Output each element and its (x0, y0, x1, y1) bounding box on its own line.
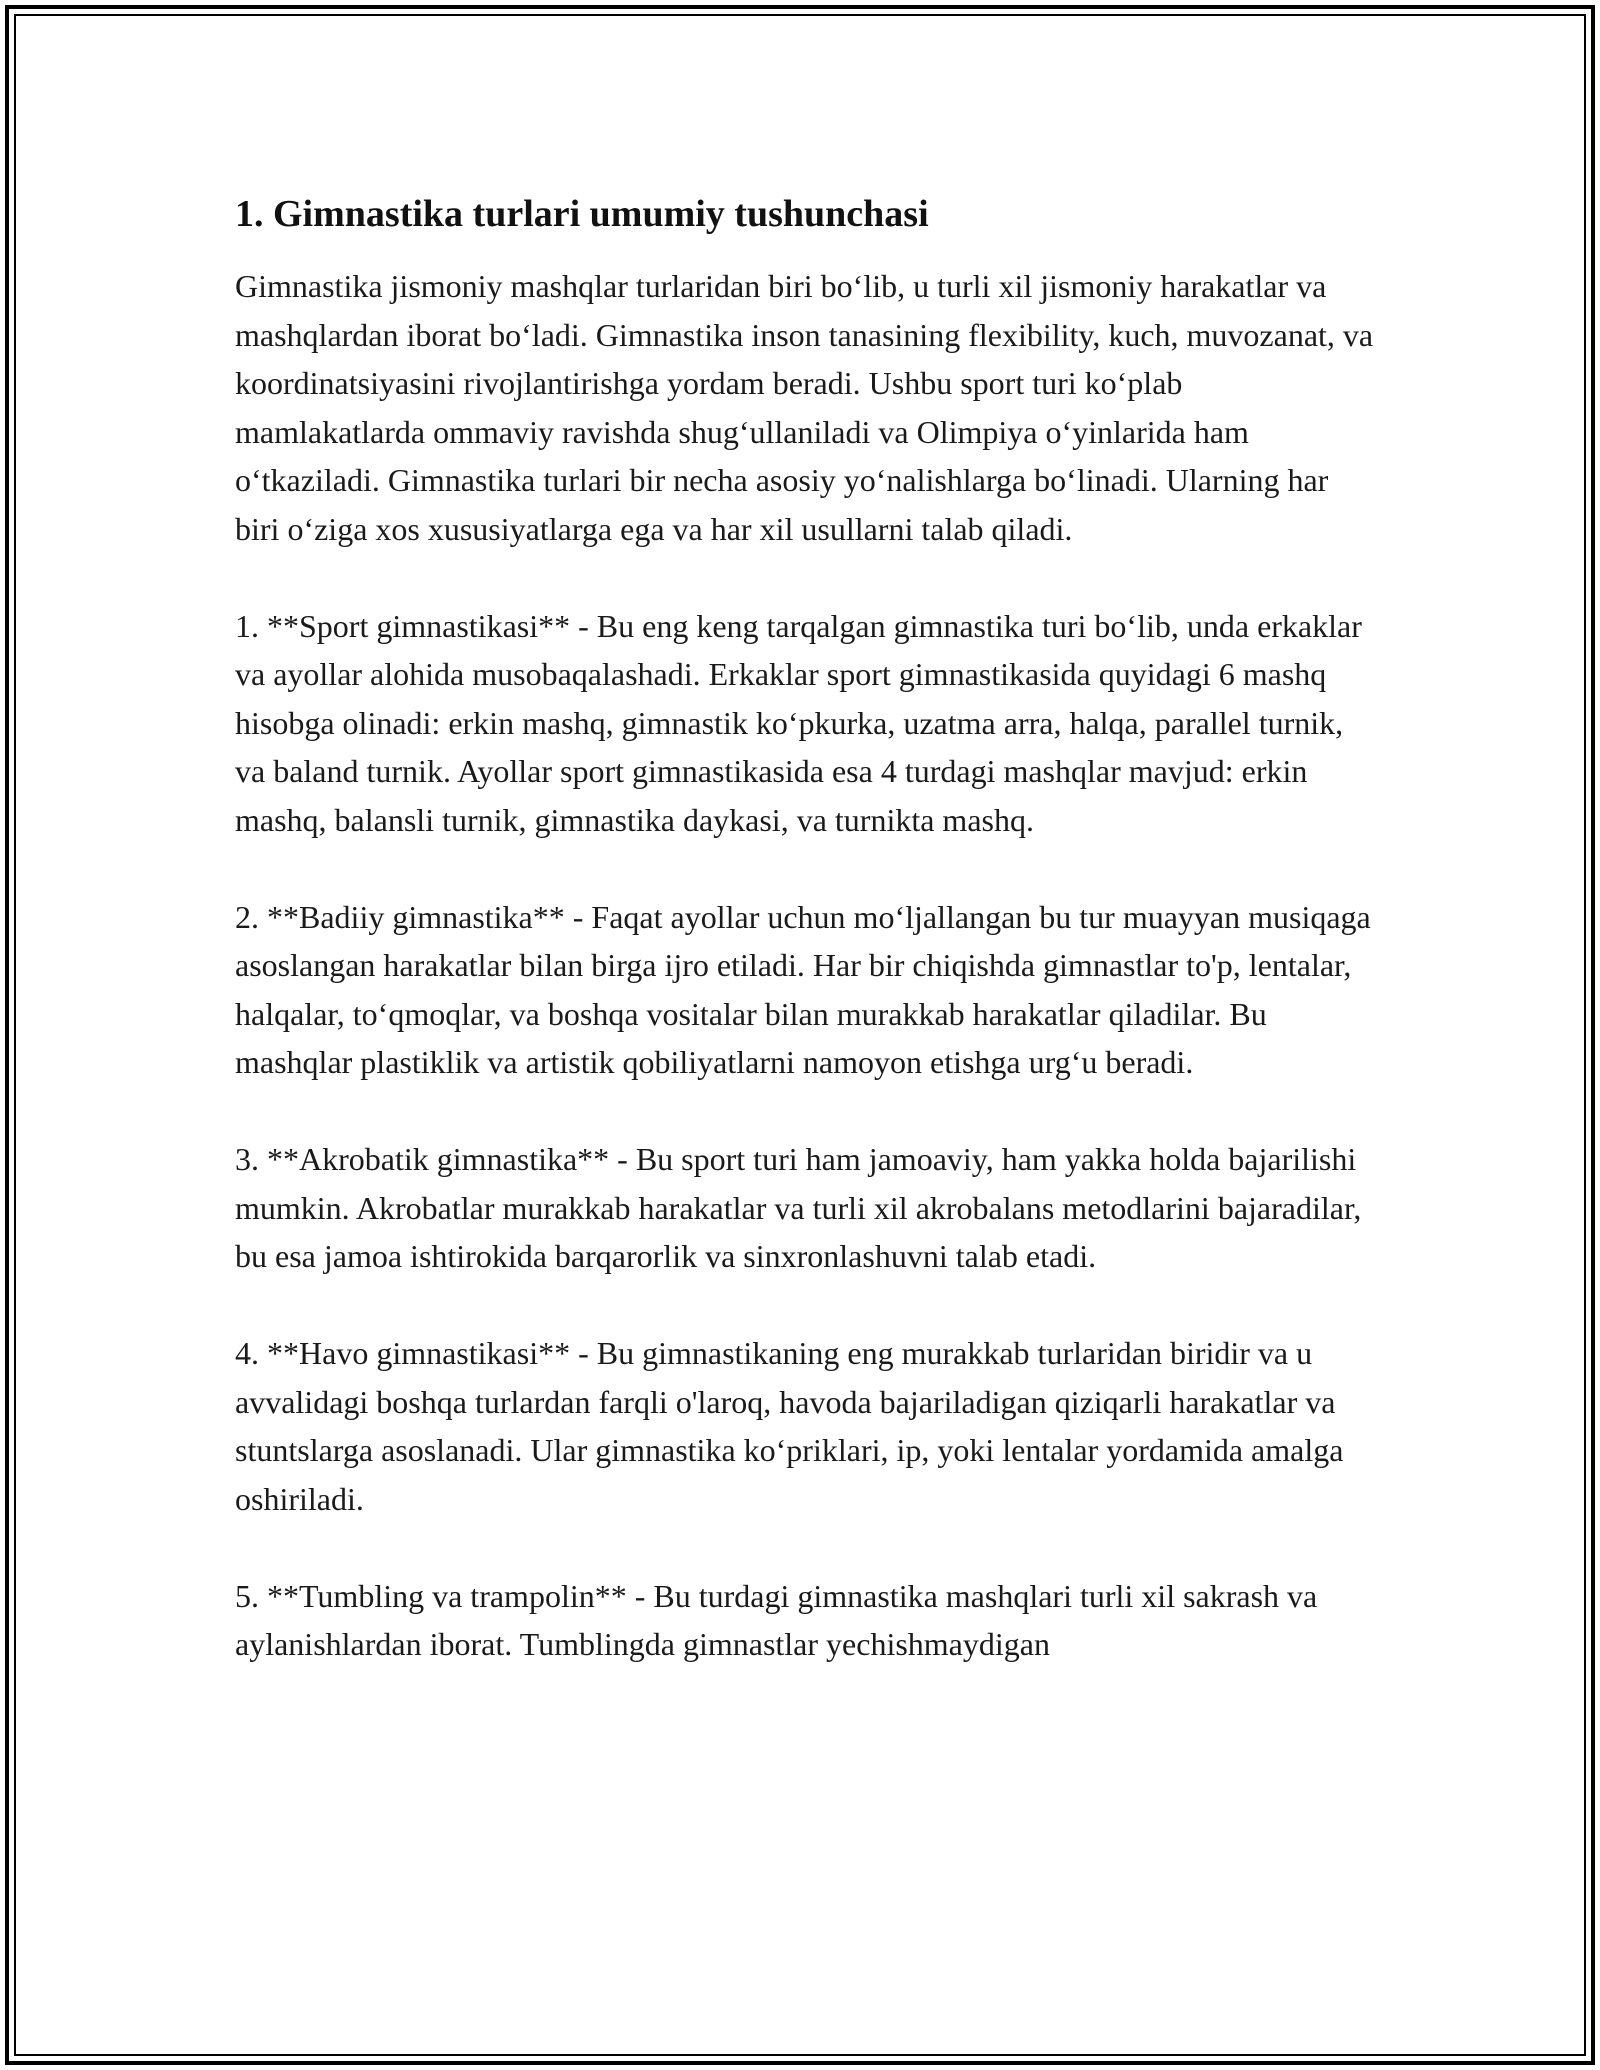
paragraph-tumbling-trampoline: 5. **Tumbling va trampolin** - Bu turdagi gimnastika mashqlari turli xil sakrash va aylanishlardan iborat. Tumblingda gimnastlar yechishmaydigan (235, 1577, 1318, 1662)
paragraph-acrobatic-gymnastics: 3. **Akrobatik gimnastika** - Bu sport turi ham jamoaviy, ham yakka holda bajarilishi mumkin. Akrobatlar murakkab harakatlar va turli xil akrobalans metodlarini bajaradilar, bu esa jamoa ishtirokida barqarorlik va sinxronlashuvni talab etadi. (235, 1141, 1362, 1274)
paragraph-sport-gymnastics: 1. **Sport gimnastikasi** - Bu eng keng tarqalgan gimnastika turi bo‘lib, unda erkaklar va ayollar alohida musobaqalashadi. Erkaklar sport gimnastikasida quyidagi 6 mashq hisobga olinadi: erkin mashq, gimnastik ko‘pkurka, uzatma arra, halqa, parallel turnik, va baland turnik. Ayollar sport gimnastikasida esa 4 turdagi mashqlar mavjud: erkin mashq, balansli turnik, gimnastika daykasi, va turnikta mashq. (235, 607, 1362, 838)
paragraph-aerial-gymnastics: 4. **Havo gimnastikasi** - Bu gimnastikaning eng murakkab turlaridan biridir va u avvalidagi boshqa turlardan farqli o'laroq, havoda bajariladigan qiziqarli harakatlar va stuntslarga asoslanadi. Ular gimnastika ko‘priklari, ip, yoki lentalar yordamida amalga oshiriladi. (235, 1335, 1344, 1517)
paragraph-intro: Gimnastika jismoniy mashqlar turlaridan biri bo‘lib, u turli xil jismoniy harakatlar va mashqlardan iborat bo‘ladi. Gimnastika inson tanasining flexibility, kuch, muvozanat, va koordinatsiyasini rivojlantirishga yordam beradi. Ushbu sport turi ko‘plab mamlakatlarda ommaviy ravishda shug‘ullaniladi va Olimpiya o‘yinlarida ham o‘tkaziladi. Gimnastika turlari bir necha asosiy yo‘nalishlarga bo‘linadi. Ularning har biri o‘ziga xos xususiyatlarga ega va har xil usullarni talab qiladi. (235, 268, 1374, 547)
paragraph-rhythmic-gymnastics: 2. **Badiiy gimnastika** - Faqat ayollar uchun mo‘ljallangan bu tur muayyan musiqaga asoslangan harakatlar bilan birga ijro etiladi. Har bir chiqishda gimnastlar to'p, lentalar, halqalar, to‘qmoqlar, va boshqa vositalar bilan murakkab harakatlar qiladilar. Bu mashqlar plastiklik va artistik qobiliyatlarni namoyon etishga urg‘u beradi. (235, 898, 1371, 1080)
section-title: 1. Gimnastika turlari umumiy tushunchasi (235, 193, 929, 235)
document-body (235, 188, 1375, 1669)
